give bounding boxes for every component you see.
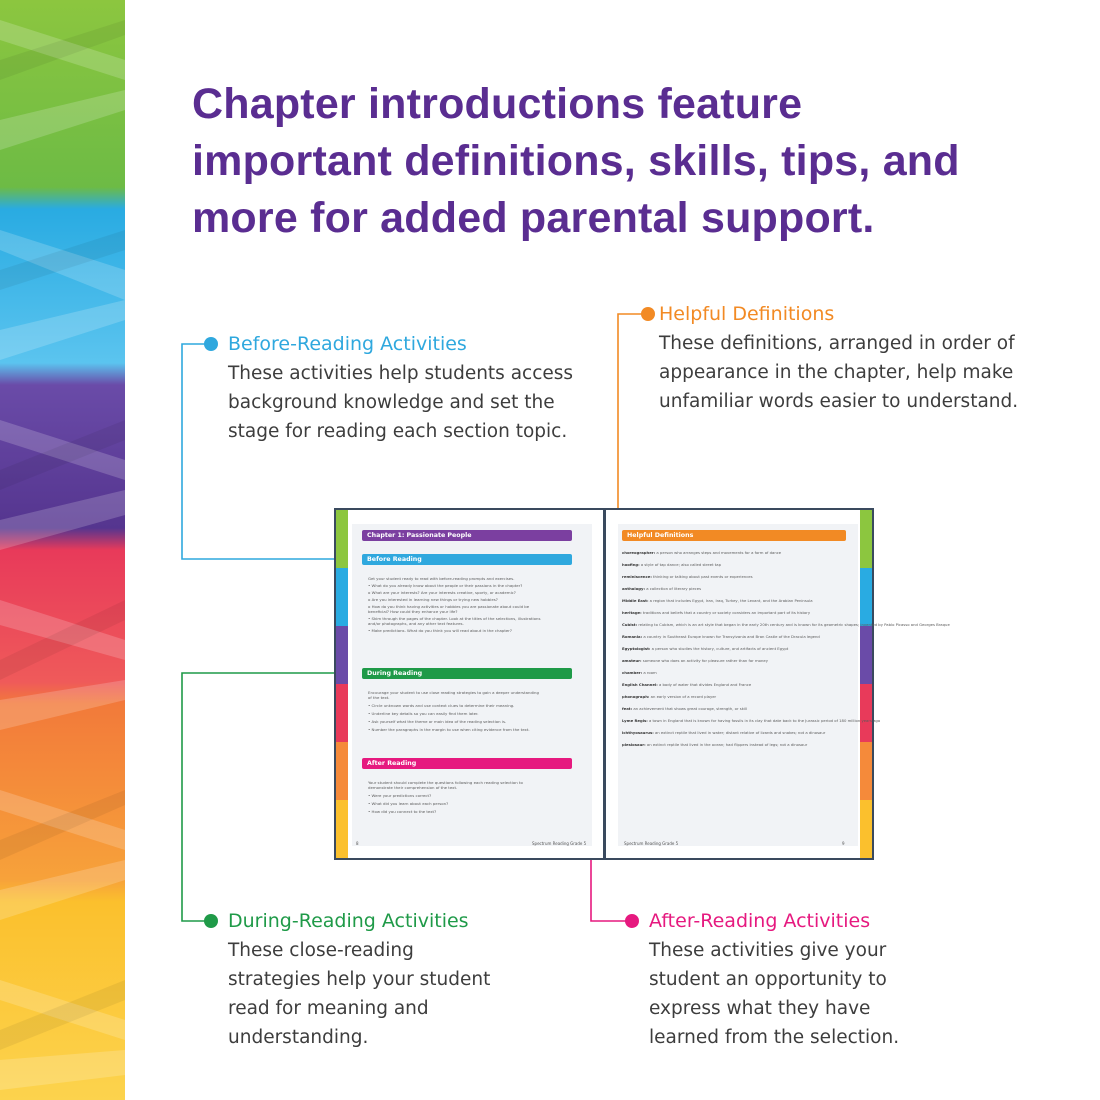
- callout-line: These activities give your: [649, 940, 887, 961]
- definition-row: [622, 706, 852, 718]
- book-left-page: [336, 510, 604, 858]
- definition-term: anthology:: [622, 586, 646, 591]
- page-text-line: beneficial? How could they enhance your life?: [368, 609, 458, 614]
- definition-text: a room: [642, 670, 657, 675]
- definition-row: [622, 658, 852, 670]
- headline-line-3: more for added parental support.: [192, 194, 875, 242]
- callout-line: These close-reading: [228, 940, 414, 961]
- definition-term: phonograph:: [622, 694, 650, 699]
- chapter-title-band: Chapter 1: Passionate People: [362, 530, 572, 541]
- definition-text: a region that includes Egypt, Iran, Iraq, Turkey, the Levant, and the Arabian Peninsula: [648, 598, 813, 603]
- callout-during-reading-title: During-Reading Activities: [228, 910, 469, 932]
- callout-line: background knowledge and set the: [228, 392, 555, 413]
- callout-line: unfamiliar words easier to understand.: [659, 391, 1019, 412]
- definition-text: a country in Southeast Europe known for Transylvania and Bran Castle of the Dracula legend: [642, 634, 820, 639]
- callout-line: express what they have: [649, 998, 871, 1019]
- page-edge-stripe: [860, 510, 872, 858]
- callout-definitions-desc: [659, 329, 1018, 416]
- callout-line: These activities help students access: [228, 363, 574, 384]
- after-reading-band: After Reading: [362, 758, 572, 769]
- before-reading-text: [368, 576, 541, 633]
- callout-after-reading: [649, 907, 899, 1052]
- during-reading-text: [368, 690, 539, 732]
- definition-row: [622, 634, 852, 646]
- page-text-line: • Ask yourself what the theme or main idea of the reading selection is.: [368, 719, 507, 724]
- definition-term: English Channel:: [622, 682, 658, 687]
- definition-term: feat:: [622, 706, 633, 711]
- definition-term: reminiscence:: [622, 574, 652, 579]
- definitions-list: [622, 550, 950, 754]
- during-reading-band: During Reading: [362, 668, 572, 679]
- page-text-line: • Underline key details so you can easily find them later.: [368, 711, 479, 716]
- right-page-number: 9: [842, 841, 845, 846]
- definition-text: relating to Cubism, which is an art style that began in the early 20th century and is known for its geometric shapes; invented by Pablo Picasso and Georges Braque: [637, 622, 950, 627]
- callout-line: appearance in the chapter, help make: [659, 362, 1014, 383]
- definition-text: traditions and beliefs that a country or society considers an important part of its history: [641, 610, 811, 615]
- callout-before-reading: [228, 330, 573, 446]
- definition-term: choreographer:: [622, 550, 656, 555]
- definition-text: an extinct reptile that lived in the ocean; had flippers instead of legs; not a dinosaur: [645, 742, 808, 747]
- callout-line: student an opportunity to: [649, 969, 887, 990]
- right-page-footer: Spectrum Reading Grade 5: [624, 841, 679, 846]
- callout-line: These definitions, arranged in order of: [659, 333, 1015, 354]
- definition-term: hoofing:: [622, 562, 640, 567]
- definition-row: [622, 730, 852, 742]
- book-right-page: [606, 510, 950, 858]
- definition-row: [622, 682, 852, 694]
- definition-row: [622, 670, 852, 682]
- definition-term: ichthyosaurus:: [622, 730, 654, 735]
- page-text-line: Your student should complete the questions following each reading selection to: [368, 780, 523, 785]
- definition-text: a body of water that divides England and France: [657, 682, 752, 687]
- definition-row: [622, 646, 852, 658]
- definition-term: Middle East:: [622, 598, 649, 603]
- definition-row: [622, 562, 852, 574]
- page-text-line: o What are your interests? Are your interests creative, sporty, or academic?: [368, 590, 516, 595]
- after-reading-text: [368, 780, 523, 814]
- definition-term: chamber:: [622, 670, 643, 675]
- callout-definitions: [659, 300, 1018, 416]
- callout-after-reading-desc: [649, 936, 899, 1052]
- callout-before-reading-desc: [228, 359, 573, 446]
- page-text-line: Encourage your student to use close reading strategies to gain a deeper understanding: [368, 690, 539, 695]
- definition-row: [622, 574, 852, 586]
- page-text-line: • What do you already know about the people or their passions in the chapter?: [368, 583, 523, 588]
- callout-during-reading: [228, 907, 490, 1052]
- definition-text: an extinct reptile that lived in water; distant relative of lizards and snakes; not a dinosaur: [653, 730, 826, 735]
- left-page-number: 8: [356, 841, 359, 846]
- definition-term: Romania:: [622, 634, 643, 639]
- page-text-line: o Are you interested in learning new things or trying new hobbies?: [368, 597, 498, 602]
- page-text-line: • Were your predictions correct?: [368, 793, 432, 798]
- definition-text: a collection of literary pieces: [645, 586, 702, 591]
- page-text-line: • How did you connect to the text?: [368, 809, 437, 814]
- definition-text: a person who arranges steps and movements for a form of dance: [655, 550, 782, 555]
- page-text-line: o How do you think having activities or hobbies you are passionate about could be: [368, 604, 530, 609]
- definition-row: [622, 718, 881, 730]
- page-text-line: and/or photographs, and any other text features.: [368, 621, 464, 626]
- definition-term: heritage:: [622, 610, 642, 615]
- page-text-line: • Circle unknown words and use context clues to determine their meaning.: [368, 703, 515, 708]
- definition-row: [622, 586, 852, 598]
- callout-during-reading-desc: [228, 936, 490, 1052]
- before-reading-band: Before Reading: [362, 554, 572, 565]
- definition-text: a person who studies the history, culture, and artifacts of ancient Egypt: [650, 646, 789, 651]
- page-text-line: • Number the paragraphs in the margin to use when citing evidence from the text.: [368, 727, 530, 732]
- page-text-line: of the text.: [368, 695, 390, 700]
- headline-line-1: Chapter introductions feature: [192, 80, 803, 128]
- definition-text: an early version of a record player: [649, 694, 717, 699]
- definition-term: amateur:: [622, 658, 642, 663]
- page-text-line: Get your student ready to read with before-reading prompts and exercises.: [368, 576, 515, 581]
- definition-row: [622, 610, 852, 622]
- definition-text: an achievement that shows great courage, strength, or skill: [632, 706, 748, 711]
- callout-after-reading-title: After-Reading Activities: [649, 910, 871, 932]
- definition-text: a town in England that is known for having fossils in its clay that date back to the Jurassic period of 180 million years ago: [647, 718, 881, 723]
- definition-term: plesiosaur:: [622, 742, 646, 747]
- callout-line: strategies help your student: [228, 969, 491, 990]
- definition-row: [622, 550, 852, 562]
- page-text-line: • What did you learn about each person?: [368, 801, 449, 806]
- page-text-line: demonstrate their comprehension of the text.: [368, 785, 458, 790]
- page-text-line: • Skim through the pages of the chapter. Look at the titles of the selections, illustrations: [368, 616, 541, 621]
- definition-term: Cubist:: [622, 622, 638, 627]
- left-page-footer: Spectrum Reading Grade 5: [532, 841, 587, 846]
- callout-line: stage for reading each section topic.: [228, 421, 568, 442]
- definition-row: [622, 742, 852, 754]
- callout-line: understanding.: [228, 1027, 369, 1048]
- definition-row: [622, 598, 852, 610]
- callout-line: read for meaning and: [228, 998, 429, 1019]
- definition-text: someone who does an activity for pleasure rather than for money: [641, 658, 768, 663]
- definition-row: [622, 622, 950, 634]
- page-edge-stripe: [336, 510, 348, 858]
- book-spread-image: [334, 508, 950, 860]
- definition-row: [622, 694, 852, 706]
- callout-definitions-title: Helpful Definitions: [659, 303, 835, 325]
- definition-term: Lyme Regis:: [622, 718, 648, 723]
- callout-line: learned from the selection.: [649, 1027, 900, 1048]
- page-text-line: • Make predictions. What do you think you will read about in the chapter?: [368, 628, 512, 633]
- definitions-band: Helpful Definitions: [622, 530, 846, 541]
- definition-text: thinking or talking about past events or experiences: [651, 574, 753, 579]
- headline-line-2: important definitions, skills, tips, and: [192, 137, 960, 185]
- definition-term: Egyptologist:: [622, 646, 651, 651]
- definition-text: a style of tap dance; also called street tap: [639, 562, 721, 567]
- callout-before-reading-title: Before-Reading Activities: [228, 333, 467, 355]
